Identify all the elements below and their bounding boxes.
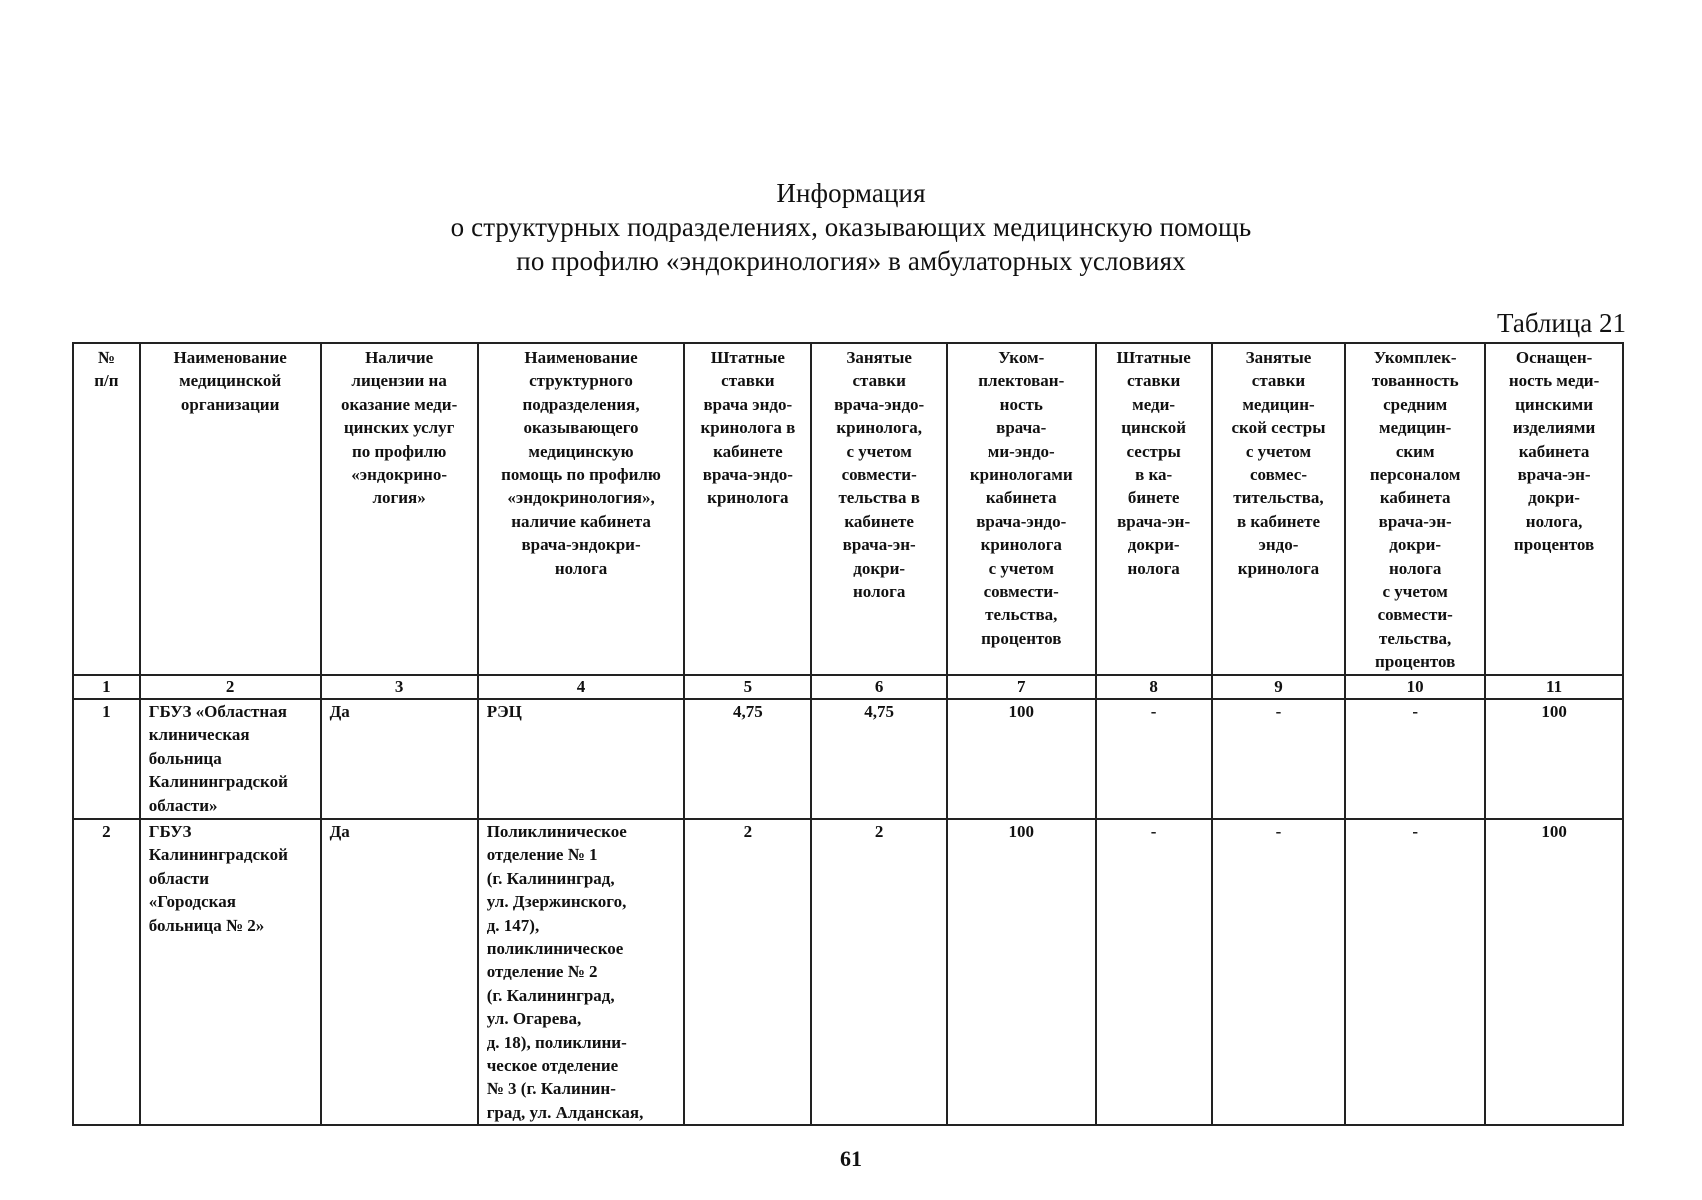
nurse-staff-rates: -	[1096, 699, 1212, 819]
row-number: 2	[73, 819, 140, 1125]
header-organization: Наименование медицинской организации	[140, 343, 321, 675]
column-number: 1	[73, 675, 140, 699]
structural-units-table	[72, 342, 1624, 1126]
doctor-staffing-percent: 100	[947, 819, 1096, 1125]
title-line-3: по профилю «эндокринология» в амбулаторных условиях	[516, 246, 1186, 276]
table-header-row	[73, 343, 1623, 675]
doctor-staffing-percent: 100	[947, 699, 1096, 819]
nurse-occupied-rates: -	[1212, 819, 1345, 1125]
row-number: 1	[73, 699, 140, 819]
column-number: 6	[811, 675, 947, 699]
structural-unit: РЭЦ	[478, 699, 685, 819]
header-doctor-occupied-rates: Занятые ставки врача-эндо- кринолога, с учетом совмести- тельства в кабинете врача-эн- докри- нолога	[811, 343, 947, 675]
structural-unit: Поликлиническое отделение № 1 (г. Калининград, ул. Дзержинского, д. 147), поликлиническое отделение № 2 (г. Калининград, ул. Огарева, д. 18), поликлини- ческое отделение № 3 (г. Калинин- град, ул. Алданская,	[478, 819, 685, 1125]
organization-name: ГБУЗ Калининградской области «Городская больница № 2»	[140, 819, 321, 1125]
doctor-staff-rates: 4,75	[684, 699, 811, 819]
column-number: 3	[321, 675, 478, 699]
doctor-staff-rates: 2	[684, 819, 811, 1125]
nurse-staffing-percent: -	[1345, 819, 1485, 1125]
page-number: 61	[840, 1146, 862, 1171]
column-number: 8	[1096, 675, 1212, 699]
column-number: 11	[1485, 675, 1623, 699]
header-number: № п/п	[73, 343, 140, 675]
nurse-occupied-rates: -	[1212, 699, 1345, 819]
header-structural-unit: Наименование структурного подразделения, оказывающего медицинскую помощь по профилю «эндокринология», наличие кабинета врача-эндокри- нолога	[478, 343, 685, 675]
doctor-occupied-rates: 2	[811, 819, 947, 1125]
title-line-1: Информация	[776, 178, 926, 208]
title-line-2: о структурных подразделениях, оказывающих медицинскую помощь	[450, 212, 1252, 242]
table-row	[73, 819, 1623, 1125]
column-number: 2	[140, 675, 321, 699]
header-license: Наличие лицензии на оказание меди- цинских услуг по профилю «эндокрино- логия»	[321, 343, 478, 675]
column-number: 4	[478, 675, 685, 699]
table-label: Таблица 21	[1497, 308, 1626, 338]
header-nurse-staffing-percent: Укомплек- тованность средним медицин- ским персоналом кабинета врача-эн- докри- нолога с учетом совмести- тельства, процентов	[1345, 343, 1485, 675]
header-equipment-percent: Оснащен- ность меди- цинскими изделиями кабинета врача-эн- докри- нолога, процентов	[1485, 343, 1623, 675]
nurse-staffing-percent: -	[1345, 699, 1485, 819]
equipment-percent: 100	[1485, 699, 1623, 819]
column-number: 10	[1345, 675, 1485, 699]
equipment-percent: 100	[1485, 819, 1623, 1125]
organization-name: ГБУЗ «Областная клиническая больница Калининградской области»	[140, 699, 321, 819]
license-value: Да	[321, 699, 478, 819]
header-doctor-staffing-percent: Уком- плектован- ность врача- ми-эндо- кринологами кабинета врача-эндо- кринолога с учетом совмести- тельства, процентов	[947, 343, 1096, 675]
nurse-staff-rates: -	[1096, 819, 1212, 1125]
column-number-row	[73, 675, 1623, 699]
document-title	[0, 176, 1702, 278]
header-nurse-staff-rates: Штатные ставки меди- цинской сестры в ка- бинете врача-эн- докри- нолога	[1096, 343, 1212, 675]
doctor-occupied-rates: 4,75	[811, 699, 947, 819]
column-number: 5	[684, 675, 811, 699]
column-number: 9	[1212, 675, 1345, 699]
license-value: Да	[321, 819, 478, 1125]
header-nurse-occupied-rates: Занятые ставки медицин- ской сестры с учетом совмес- тительства, в кабинете эндо- кринолога	[1212, 343, 1345, 675]
column-number: 7	[947, 675, 1096, 699]
table-row	[73, 699, 1623, 819]
header-doctor-staff-rates: Штатные ставки врача эндо- кринолога в кабинете врача-эндо- кринолога	[684, 343, 811, 675]
